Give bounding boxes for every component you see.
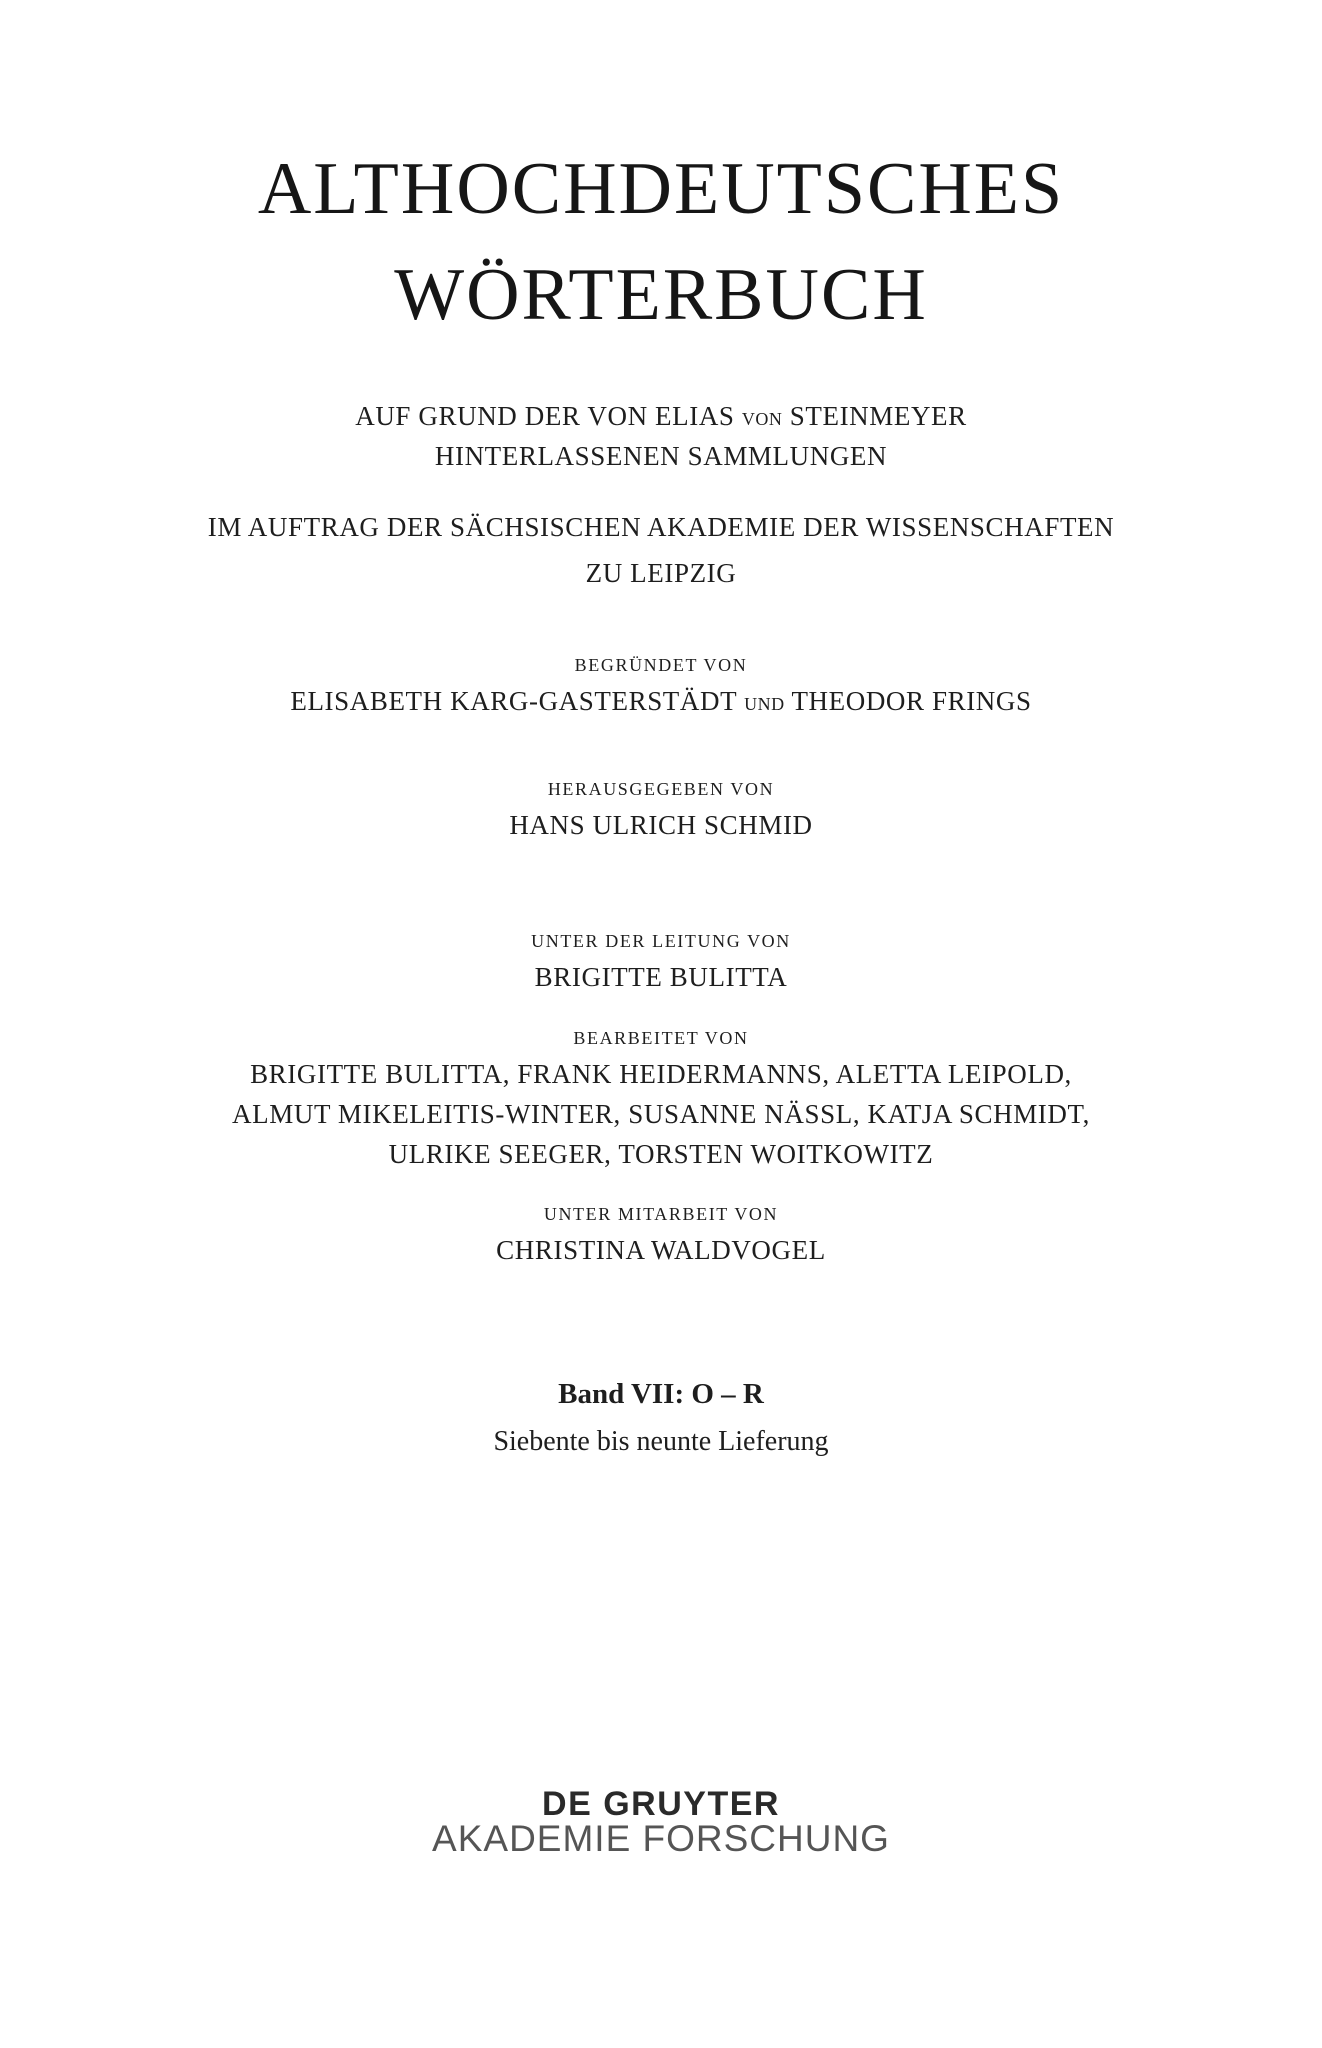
auftrag-line-1: IM AUFTRAG DER SÄCHSISCHEN AKADEMIE DER WISSENSCHAFTEN (207, 512, 1115, 542)
editor-name: HANS ULRICH SCHMID (509, 810, 813, 840)
compilers-line-1: BRIGITTE BULITTA, FRANK HEIDERMANNS, ALETTA LEIPOLD, (250, 1059, 1072, 1089)
editor-label: HERAUSGEGEBEN VON (547, 779, 775, 799)
founders-und: UND (744, 694, 785, 714)
basis-text-b: STEINMEYER (789, 401, 967, 431)
compilers-line-3: ULRIKE SEEGER, TORSTEN WOITKOWITZ (388, 1139, 934, 1169)
founders-label: BEGRÜNDET VON (574, 655, 748, 675)
founder-name-b: THEODOR FRINGS (791, 686, 1032, 716)
direction-label: UNTER DER LEITUNG VON (531, 931, 791, 951)
founders-names (0, 688, 1322, 715)
compilers-label: BEARBEITET VON (573, 1028, 749, 1048)
publisher-series: AKADEMIE FORSCHUNG (432, 1818, 890, 1859)
compilers-line-2: ALMUT MIKELEITIS-WINTER, SUSANNE NÄSSL, KATJA SCHMIDT, (232, 1099, 1090, 1129)
volume-band: Band VII: O – R (558, 1378, 764, 1410)
volume-subtitle: Siebente bis neunte Lieferung (493, 1426, 829, 1457)
basis-text-a: AUF GRUND DER VON ELIAS (355, 401, 735, 431)
main-title-line-2: WÖRTERBUCH (394, 254, 928, 336)
founder-name-a: ELISABETH KARG-GASTERSTÄDT (290, 686, 737, 716)
basis-von: VON (741, 409, 783, 429)
basis-line-2: HINTERLASSENEN SAMMLUNGEN (434, 441, 888, 471)
direction-name: BRIGITTE BULITTA (534, 962, 788, 992)
auftrag-line-2: ZU LEIPZIG (585, 558, 737, 588)
collaboration-label: UNTER MITARBEIT VON (543, 1204, 779, 1224)
collaboration-name: CHRISTINA WALDVOGEL (496, 1235, 826, 1265)
main-title-line-1: ALTHOCHDEUTSCHES (257, 148, 1065, 230)
basis-line-1 (0, 403, 1322, 430)
publisher-name: DE GRUYTER (542, 1785, 780, 1823)
